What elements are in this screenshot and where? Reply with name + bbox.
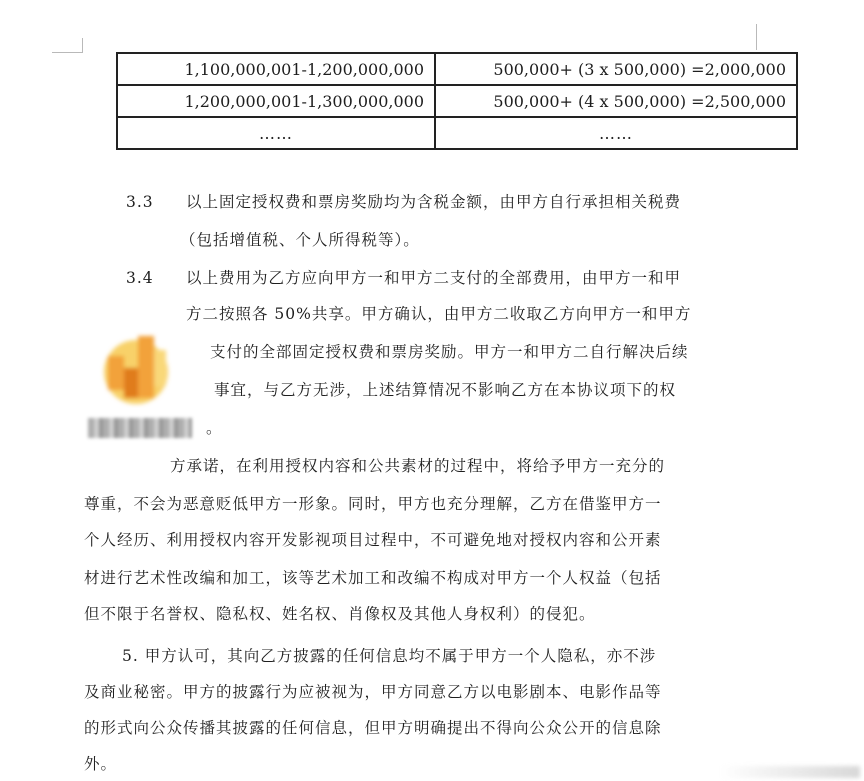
table-row	[117, 53, 797, 85]
fee-table	[116, 52, 798, 150]
table-cell-ellipsis: ……	[435, 117, 797, 149]
table-cell-ellipsis: ……	[117, 117, 435, 149]
clause-4-line-4: 材进行艺术性改编和加工，该等艺术加工和改编不构成对甲方一个人权益（包括	[84, 569, 662, 587]
clause-3-4-line-5: 。	[206, 419, 223, 437]
watermark-username	[88, 418, 192, 438]
clause-5-line-4: 外。	[84, 755, 118, 773]
clause-5-line-2: 及商业秘密。甲方的披露行为应被视为，甲方同意乙方以电影剧本、电影作品等	[84, 683, 662, 701]
page-corner-mark-right	[756, 24, 757, 50]
watermark-logo-icon	[98, 328, 178, 408]
clause-4-line-1: 方承诺，在利用授权内容和公共素材的过程中，将给予甲方一充分的	[170, 457, 666, 475]
table-cell-range: 1,100,000,001-1,200,000,000	[117, 53, 435, 85]
clause-5-line-1: 5. 甲方认可，其向乙方披露的任何信息均不属于甲方一个人隐私，亦不涉	[122, 647, 657, 665]
clause-3-4-line-4: 事宜，与乙方无涉，上述结算情况不影响乙方在本协议项下的权	[214, 381, 677, 399]
table-cell-fee: 500,000+ (4 x 500,000) =2,500,000	[435, 85, 797, 117]
clause-5-line-3: 的形式向公众传播其披露的任何信息，但甲方明确提出不得向公众公开的信息除	[84, 719, 662, 737]
clause-number-3-3: 3.3	[126, 193, 154, 211]
clause-3-3-line-1: 以上固定授权费和票房奖励均为含税金额，由甲方自行承担相关税费	[186, 193, 682, 211]
page-corner-mark-left	[52, 38, 83, 53]
clause-3-4-line-2: 方二按照各 50%共享。甲方确认，由甲方二收取乙方向甲方一和甲方	[186, 305, 692, 323]
clause-3-4-line-3: 支付的全部固定授权费和票房奖励。甲方一和甲方二自行解决后续	[210, 343, 689, 361]
clause-4-line-2: 尊重，不会为恶意贬低甲方一形象。同时，甲方也充分理解，乙方在借鉴甲方一	[84, 495, 662, 513]
clause-number-3-4: 3.4	[126, 269, 154, 287]
clause-3-3-line-2: （包括增值税、个人所得税等）。	[180, 231, 420, 249]
clause-4-line-3: 个人经历、利用授权内容开发影视项目过程中，不可避免地对授权内容和公开素	[84, 531, 662, 549]
table-row	[117, 117, 797, 149]
table-cell-fee: 500,000+ (3 x 500,000) =2,000,000	[435, 53, 797, 85]
clause-4-line-5: 但不限于名誉权、隐私权、姓名权、肖像权及其他人身权利）的侵犯。	[84, 605, 596, 623]
bottom-watermark-smudge	[720, 766, 860, 778]
table-row	[117, 85, 797, 117]
clause-3-4-line-1: 以上费用为乙方应向甲方一和甲方二支付的全部费用，由甲方一和甲	[186, 269, 682, 287]
table-cell-range: 1,200,000,001-1,300,000,000	[117, 85, 435, 117]
